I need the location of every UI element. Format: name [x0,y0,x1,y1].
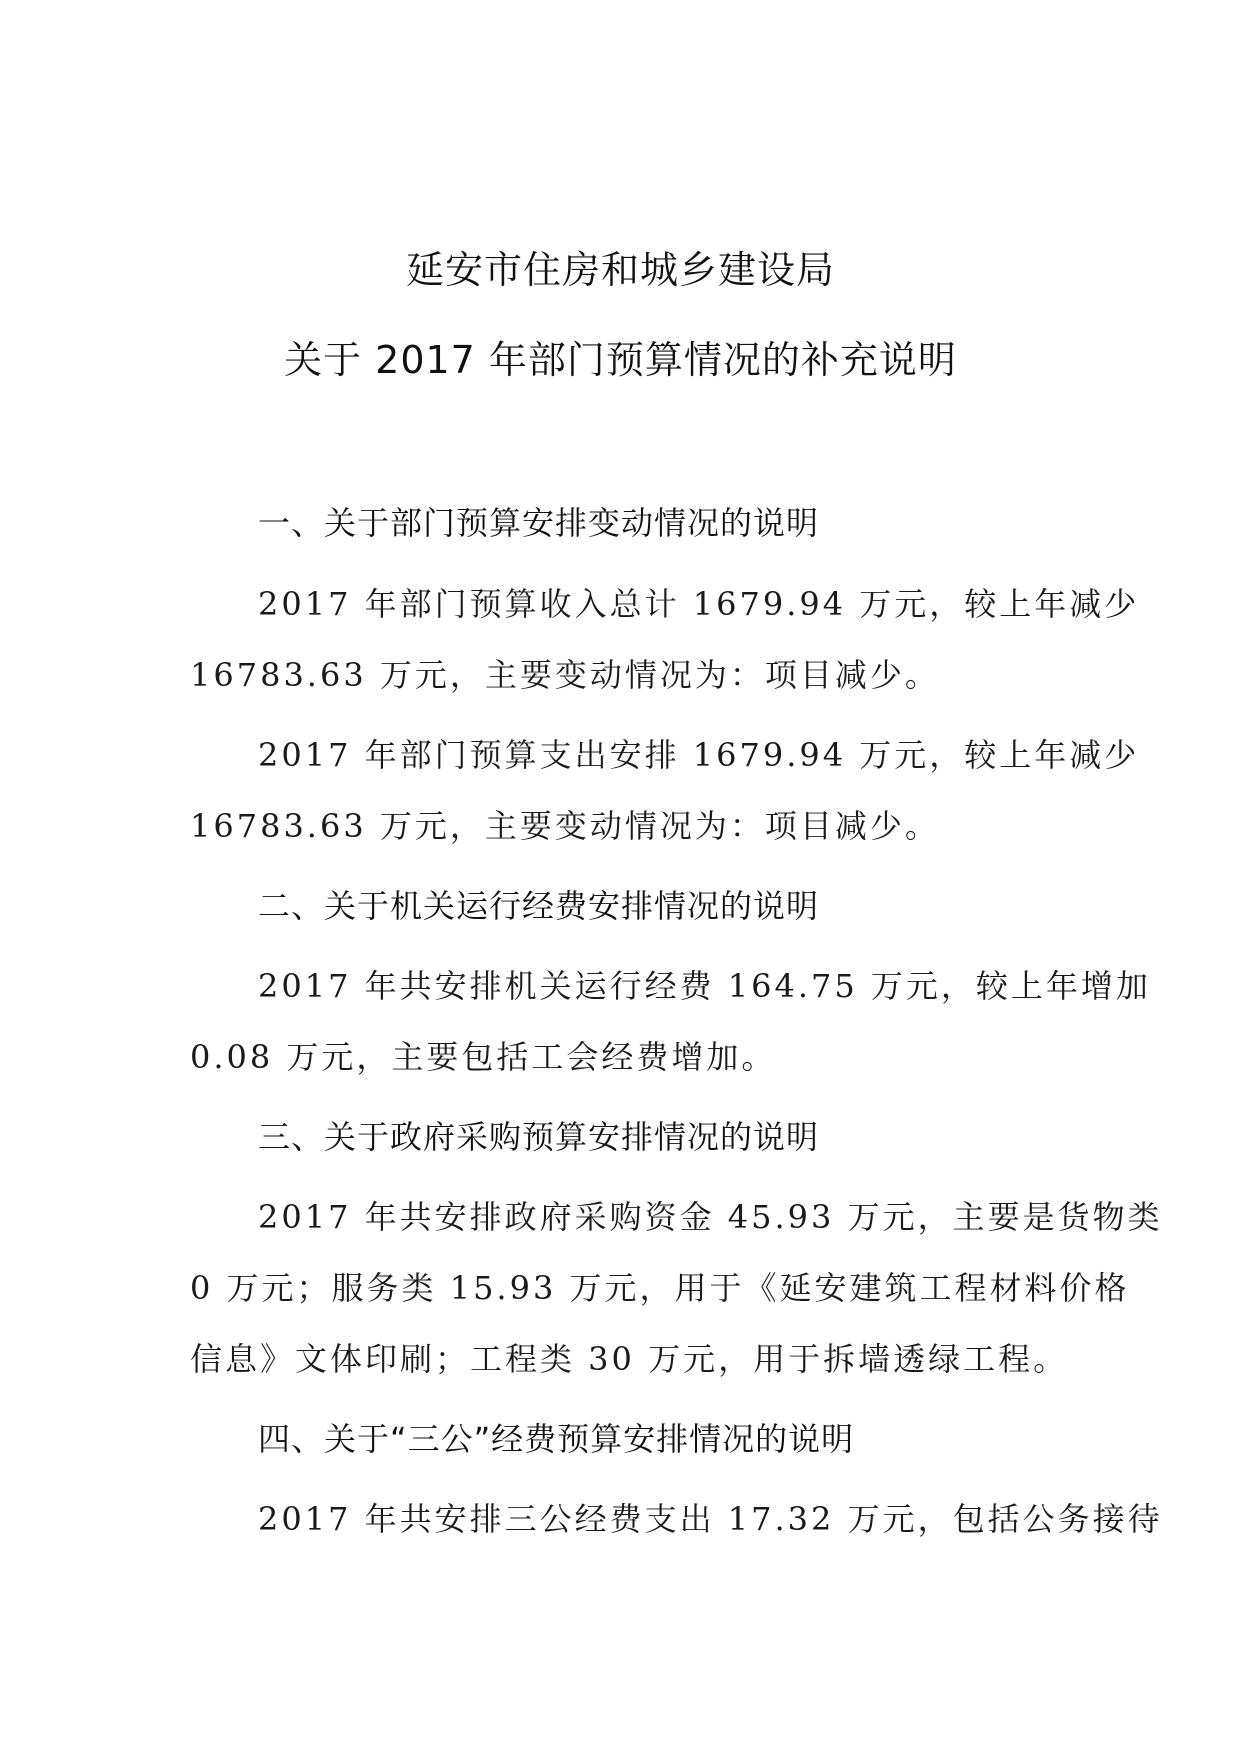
paragraph-line: 16783.63 万元，主要变动情况为：项目减少。 [190,807,940,845]
section-heading-3: 三、关于政府采购预算安排情况的说明 [258,1118,820,1156]
section-heading-1: 一、关于部门预算安排变动情况的说明 [258,504,820,542]
paragraph-line: 2017 年共安排三公经费支出 17.32 万元，包括公务接待 [258,1500,1163,1538]
paragraph-line: 0 万元；服务类 15.93 万元，用于《延安建筑工程材料价格 [190,1269,1130,1307]
paragraph-line: 2017 年共安排机关运行经费 164.75 万元，较上年增加 [258,967,1151,1005]
section-heading-2: 二、关于机关运行经费安排情况的说明 [258,887,820,925]
document-title-line-2: 关于 2017 年部门预算情况的补充说明 [284,338,957,382]
paragraph-line: 2017 年部门预算收入总计 1679.94 万元，较上年减少 [258,585,1140,623]
paragraph-line: 2017 年共安排政府采购资金 45.93 万元，主要是货物类 [258,1198,1163,1236]
paragraph-line: 信息》文体印刷；工程类 30 万元，用于拆墙透绿工程。 [190,1340,1069,1378]
document-title-line-1: 延安市住房和城乡建设局 [405,248,835,292]
paragraph-line: 16783.63 万元，主要变动情况为：项目减少。 [190,656,940,694]
section-heading-4: 四、关于“三公”经费预算安排情况的说明 [258,1420,855,1458]
paragraph-line: 2017 年部门预算支出安排 1679.94 万元，较上年减少 [258,736,1140,774]
paragraph-line: 0.08 万元，主要包括工会经费增加。 [190,1038,777,1076]
